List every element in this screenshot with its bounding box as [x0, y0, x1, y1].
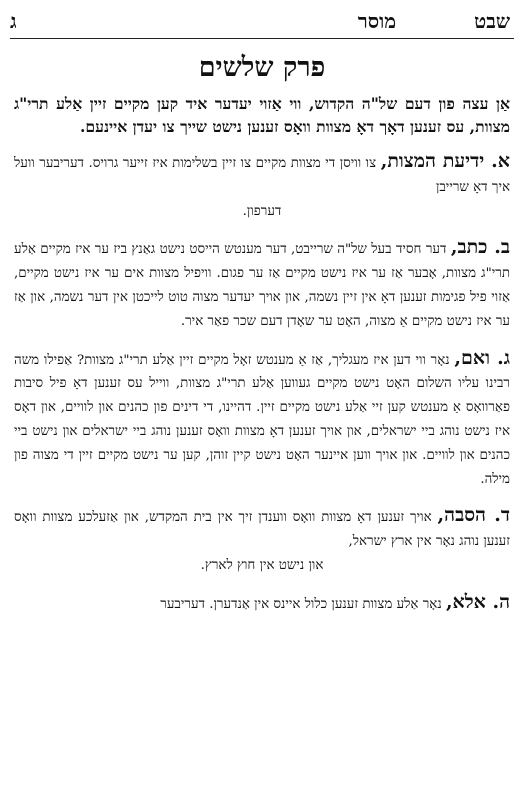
- page-number: ג: [10, 8, 17, 33]
- section-e: [14, 591, 510, 617]
- section-d-body: אויך זענען דאָ מצוות וואָס ווענדן זיך אין בית המקדש, און אַזעלכע מצוות וואָס זענען נוהג נאָר אין ארץ ישראל,: [14, 510, 510, 550]
- section-c-body: נאָר ווי דען איז מעגליך, אַז אַ מענטש זאָל מקיים זיין אַלע תרי"ג מצוות? אַפילו משה רבינו עליו השלום האָט נישט מקיים געווען אַלע תרי"ג מצוות, ווייל עס זענען דאָ פיל סיבות פאַרוואָס אַ מענטש קען זיי אַלע נישט מקיים זיין. דהיינו, די דינים פון כהנים און לוויים, און דאָס איז נישט נוהג ביי ישראלים, און אויך זענען דאָ מצוות וואָס זענען נוהג ביי ישראלים און נישט ביי כהנים און לוויים. און אויך ווען איינער האָט נישט קיין זוהן, קען ער נישט מקיים זיין די מצוה פון מילה.: [14, 352, 510, 487]
- header-section-title: מוסר: [357, 8, 397, 33]
- section-e-body: נאָר אַלע מצוות זענען כלול איינס אין אַנדערן. דעריבער: [160, 596, 442, 612]
- section-d-tail: און נישט אין חוץ לארץ.: [200, 557, 324, 573]
- section-b-body: דער חסיד בעל של"ה שרייבט, דער מענטש הייסט נישט גאַנץ ביז ער איז מקיים אַלע תרי"ג מצוות, אָבער אַז ער איז נישט מקיים אַז ער פגום. וויפיל מצוות אים ער איז נישט מקיים, אַזוי פיל פגימות זענען דאָ אין זיין נשמה, און אויך יעדער מצוה טוט לייכטן אין דער נשמה, און אַז ער איז נישט מקיים אַ מצוה, האָט ער שאָדן דעם שכר פאַר איר.: [14, 242, 510, 329]
- section-d-lead: ד. הסבה,: [437, 504, 510, 527]
- section-c-lead: ג. ואם,: [454, 346, 510, 369]
- section-a: [14, 150, 510, 223]
- section-d: [14, 504, 510, 577]
- section-a-lead: א. ידיעת המצות,: [380, 150, 510, 172]
- page-content: [14, 92, 510, 630]
- section-e-lead: ה. אלא,: [445, 590, 510, 613]
- section-b: [14, 236, 510, 333]
- section-a-tail: דערפון.: [242, 203, 282, 219]
- running-header-titles: [358, 9, 510, 34]
- header-rule: [10, 38, 514, 39]
- running-header: [10, 6, 510, 36]
- chapter-title: פרק שלשים: [198, 52, 326, 83]
- section-c: [14, 347, 510, 492]
- section-a-body: צו וויסן די מצוות מקיים צו זיין בשלימות איז זייער גרויס. דעריבער וועל איך דאָ שרייבן: [14, 156, 510, 195]
- section-b-lead: ב. כתב,: [450, 236, 510, 259]
- header-book-title: שבט: [474, 8, 510, 33]
- chapter-intro: אַן עצה פון דעם של"ה הקדוש, ווי אַזוי יעדער איד קען מקיים זיין אַלע תרי"ג מצוות, עס זענען דאָך דאָ מצוות וואָס זענען נישט שייך צו יעדן איינעם.: [14, 94, 510, 136]
